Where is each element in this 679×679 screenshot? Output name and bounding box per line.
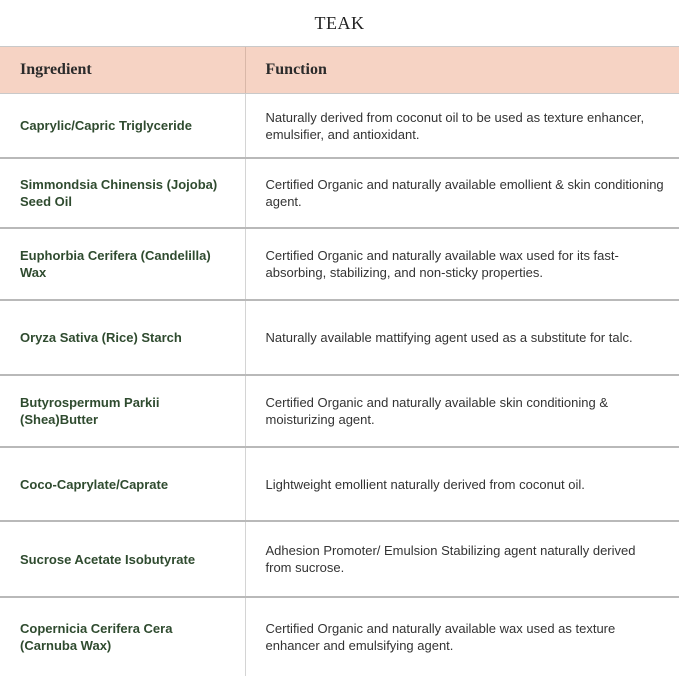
ingredient-cell: Butyrospermum Parkii (Shea)Butter xyxy=(0,375,245,447)
table-row xyxy=(0,597,679,676)
header-ingredient: Ingredient xyxy=(0,47,245,94)
ingredient-cell: Sucrose Acetate Isobutyrate xyxy=(0,521,245,597)
table-header-row xyxy=(0,47,679,94)
function-cell: Certified Organic and naturally available skin conditioning & moisturizing agent. xyxy=(245,375,679,447)
table-row xyxy=(0,447,679,521)
ingredient-table xyxy=(0,46,679,676)
table-row xyxy=(0,228,679,300)
ingredient-cell: Euphorbia Cerifera (Candelilla) Wax xyxy=(0,228,245,300)
header-function: Function xyxy=(245,47,679,94)
function-cell: Lightweight emollient naturally derived from coconut oil. xyxy=(245,447,679,521)
function-cell: Naturally derived from coconut oil to be used as texture enhancer, emulsifier, and antioxidant. xyxy=(245,94,679,159)
table-row xyxy=(0,300,679,375)
function-cell: Naturally available mattifying agent used as a substitute for talc. xyxy=(245,300,679,375)
table-row xyxy=(0,158,679,228)
table-row xyxy=(0,375,679,447)
ingredient-cell: Simmondsia Chinensis (Jojoba) Seed Oil xyxy=(0,158,245,228)
ingredient-cell: Coco-Caprylate/Caprate xyxy=(0,447,245,521)
ingredient-cell: Caprylic/Capric Triglyceride xyxy=(0,94,245,159)
function-cell: Certified Organic and naturally available emollient & skin conditioning agent. xyxy=(245,158,679,228)
function-cell: Certified Organic and naturally available wax used as texture enhancer and emulsifying agent. xyxy=(265,621,616,653)
table-row xyxy=(0,94,679,159)
table-row xyxy=(0,521,679,597)
ingredient-cell: Copernicia Cerifera Cera (Carnuba Wax) xyxy=(0,597,245,676)
ingredient-cell: Oryza Sativa (Rice) Starch xyxy=(0,300,245,375)
page-title: TEAK xyxy=(314,13,365,33)
function-cell: Adhesion Promoter/ Emulsion Stabilizing agent naturally derived from sucrose. xyxy=(245,521,679,597)
function-cell: Certified Organic and naturally available wax used for its fast-absorbing, stabilizing, and non-sticky properties. xyxy=(245,228,679,300)
